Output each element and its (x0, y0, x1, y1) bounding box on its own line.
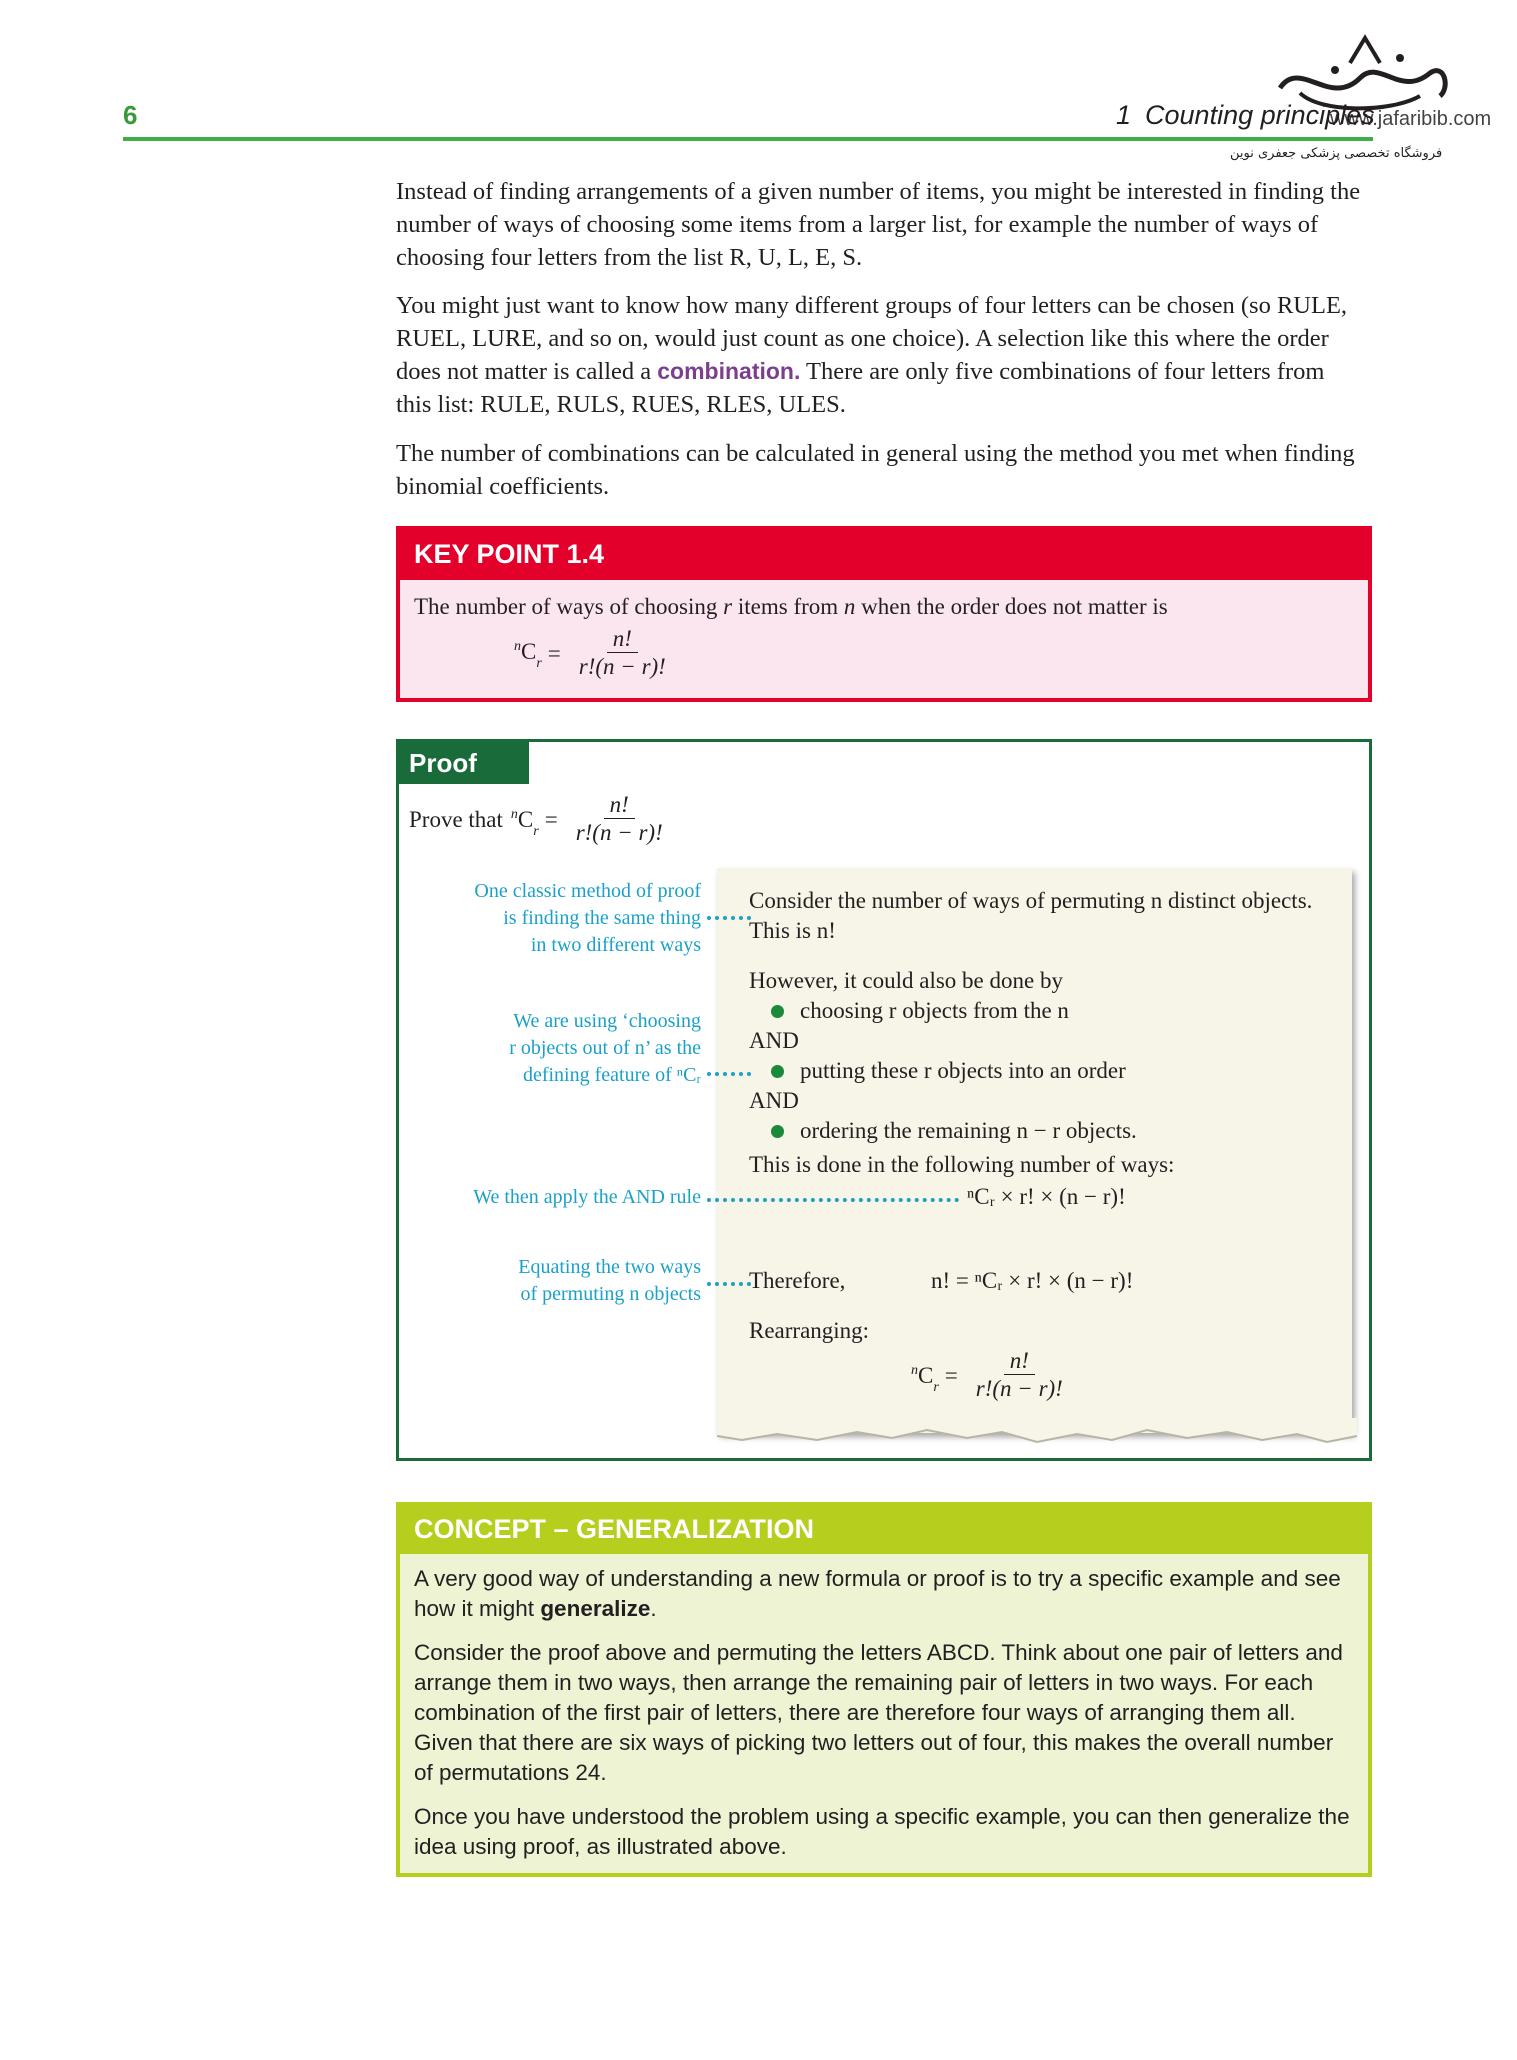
key-point-title: KEY POINT 1.4 (400, 530, 1368, 580)
note-leader-1 (707, 916, 751, 920)
proof-line-4: This is done in the following number of ways: (749, 1152, 1175, 1177)
concept-body (400, 1554, 1368, 1886)
proof-expression: ⁿCᵣ × r! × (n − r)! (967, 1184, 1126, 1209)
concept-title: CONCEPT – GENERALIZATION (400, 1506, 1368, 1554)
proof-therefore: Therefore, (749, 1268, 846, 1293)
proof-and-1: AND (749, 1028, 799, 1053)
intro-p2-text-a: You might just want to know how many different groups of four letters can be chosen (so RULE, RUEL, LURE, and so on, would just count as one choice). A selection like this where the order does not matter is called a (396, 292, 1348, 385)
prove-statement (409, 792, 667, 847)
proof-box (396, 739, 1372, 1461)
key-point-box (396, 526, 1372, 702)
intro-paragraph-1: Instead of finding arrangements of a given number of items, you might be interested in finding the number of ways of choosing some items from a larger list, for example the number of ways of choosing four letters from the list R, U, L, E, S. (396, 178, 1361, 271)
proof-line-2: This is n! (749, 918, 836, 943)
kp-text-1: The number of ways of choosing (414, 594, 724, 619)
prove-label: Prove that (409, 806, 503, 832)
proof-line-3: However, it could also be done by (749, 968, 1063, 993)
page-number: 6 (123, 100, 138, 130)
kp-var-r: r (723, 594, 733, 619)
note-leader-2 (707, 1072, 751, 1076)
proof-result-formula: $^nC_r$ = $\frac{n!}{r!(n - r)!}$ (911, 1348, 1063, 1401)
combination-term: combination. (657, 358, 801, 384)
proof-rearranging: Rearranging: (749, 1318, 870, 1343)
bullet-dot (771, 1065, 784, 1078)
note-two-ways: One classic method of proof is finding the same thing in two different ways (474, 880, 701, 956)
ncr-symbol: $^nC_r$ (514, 638, 542, 671)
bullet-dot (771, 1125, 784, 1138)
intro-paragraph-3: The number of combinations can be calculated in general using the method you met when finding binomial coefficients. (396, 440, 1355, 500)
concept-paragraph-1: A very good way of understanding a new formula or proof is to try a specific example and see how it might generalize. (414, 1566, 1341, 1621)
proof-and-2: AND (749, 1088, 799, 1113)
intro-paragraph-2 (396, 289, 1362, 421)
watermark-url: www.jafaribib.com (1330, 108, 1492, 130)
note-equating: Equating the two ways of permuting n objects (518, 1256, 701, 1305)
note-choosing: We are using ‘choosing r objects out of n’ as the defining feature of ⁿCᵣ (509, 1010, 701, 1086)
concept-paragraph-2: Consider the proof above and permuting the letters ABCD. Think about one pair of letters and arrange them in two ways, then arrange the remaining pair of letters in two ways. For each combination of the first pair of letters, there are therefore four ways of arranging them all. Given that there are six ways of picking two letters out of four, this makes the overall number of permutations 24. (414, 1640, 1343, 1785)
note-and-rule: We then apply the AND rule (473, 1186, 701, 1208)
intro-p2-text-b: There are only five combinations of four letters from this list: RULE, RULS, RUES, RLES, ULES. (396, 358, 1325, 418)
header-rule (123, 137, 1373, 141)
torn-edge (717, 1418, 1357, 1448)
concept-box (396, 1502, 1372, 1877)
kp-text-3: when the order does not matter is (855, 594, 1168, 619)
watermark-subtitle: فروشگاه تخصصی پزشکی جعفری نوین (1230, 146, 1443, 161)
chapter-title: Counting principles (1145, 100, 1375, 130)
equals-sign: = (547, 640, 561, 666)
chapter-number: 1 (1116, 100, 1132, 130)
proof-line-1: Consider the number of ways of permuting n distinct objects. (749, 888, 1313, 913)
proof-bullet-1: choosing r objects from the n (749, 996, 1069, 1026)
note-leader-4 (707, 1282, 751, 1286)
kp-text-2: items from (732, 594, 844, 619)
generalize-term: generalize (540, 1596, 651, 1621)
key-point-body (400, 580, 1368, 693)
note-leader-3 (707, 1198, 959, 1202)
bullet-dot (771, 1005, 784, 1018)
key-point-statement (414, 592, 1354, 622)
key-point-formula (514, 626, 670, 681)
proof-formula: $^nC_r$ = $\frac{n!}{r!(n - r)!}$ (510, 792, 663, 845)
kp-var-n: n (843, 594, 856, 619)
fraction: $\frac{n!}{r!(n - r)!}$ (578, 626, 666, 679)
proof-bullet-3: ordering the remaining n − r objects. (749, 1116, 1137, 1146)
proof-equation: n! = ⁿCᵣ × r! × (n − r)! (931, 1268, 1134, 1293)
proof-bullet-2: putting these r objects into an order (749, 1056, 1126, 1086)
proof-title: Proof 1.1 (399, 742, 529, 784)
concept-paragraph-3: Once you have understood the problem using a specific example, you can then generalize the idea using proof, as illustrated above. (414, 1804, 1350, 1859)
